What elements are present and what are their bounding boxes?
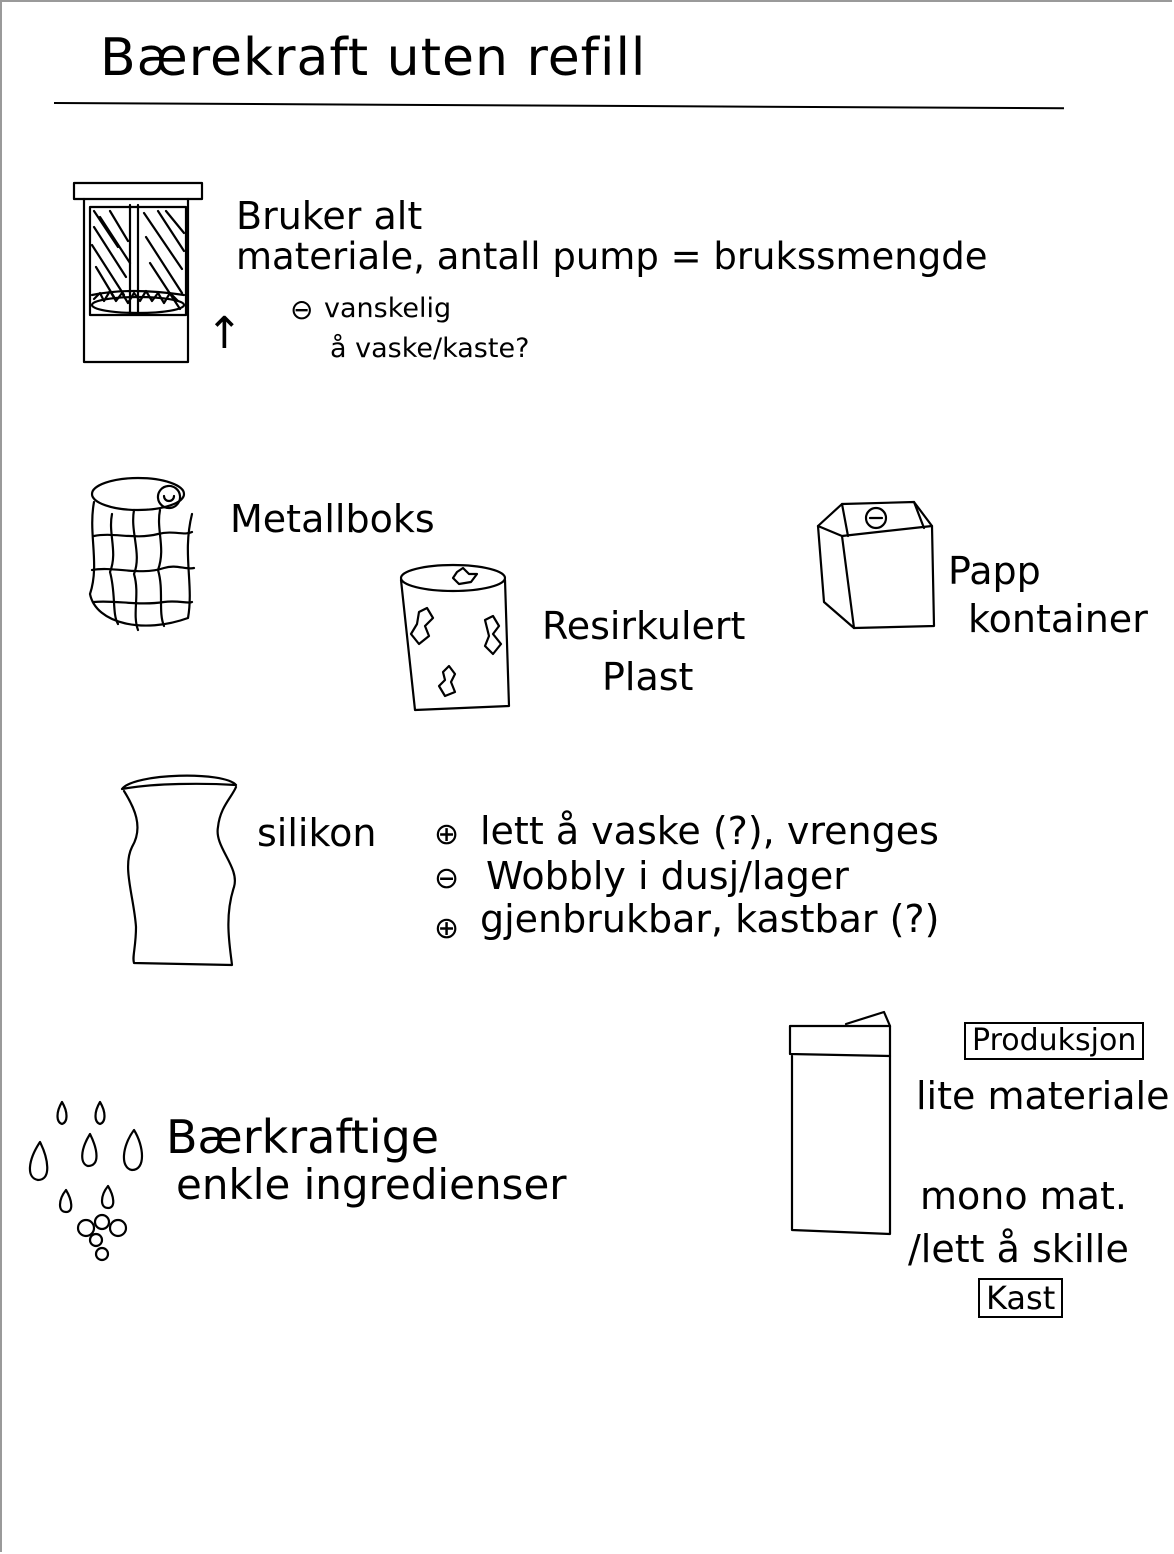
cardboard-line2: kontainer — [968, 597, 1148, 641]
metal-can-sketch — [84, 474, 204, 639]
pump-con-line2: å vaske/kaste? — [330, 333, 530, 364]
pump-container-sketch — [70, 177, 210, 372]
production-tag: Produksjon — [964, 1022, 1144, 1060]
pump-arrow: ↑ — [206, 308, 243, 359]
recycled-line2: Plast — [602, 655, 694, 699]
silicone-label: silikon — [257, 811, 377, 855]
ingredients-line1: Bærkraftige — [166, 1110, 440, 1164]
paper-tube-line3: /lett å skille — [908, 1227, 1129, 1271]
ingredients-line2: enkle ingredienser — [176, 1160, 567, 1209]
pump-text-line1: Bruker alt — [236, 194, 423, 238]
silicone-point2-text: Wobbly i dusj/lager — [486, 854, 849, 898]
paper-tube-sketch — [786, 1008, 896, 1243]
page-title: Bærekraft uten refill — [100, 28, 647, 88]
silicone-point1-symbol: ⊕ — [434, 817, 460, 852]
cardboard-line1: Papp — [948, 549, 1041, 593]
paper-tube-line1: lite materiale — [916, 1074, 1170, 1118]
cardboard-container-sketch — [814, 498, 944, 638]
pump-con-line1: vanskelig — [324, 293, 452, 324]
recycled-line1: Resirkulert — [542, 604, 746, 648]
recycled-plastic-sketch — [397, 562, 517, 717]
metal-label: Metallboks — [230, 497, 435, 541]
title-underline — [54, 102, 1064, 109]
pump-text-line2: materiale, antall pump = brukssmengde — [236, 235, 988, 278]
silicone-point1-text: lett å vaske (?), vrenges — [480, 809, 939, 853]
ingredient-drops-sketch — [22, 1094, 157, 1264]
silicone-point2-symbol: ⊖ — [434, 861, 460, 896]
silicone-point3-symbol: ⊕ — [434, 911, 460, 946]
silicone-bottle-sketch — [114, 767, 244, 972]
pump-con-symbol: ⊖ — [290, 293, 314, 326]
discard-tag: Kast — [978, 1278, 1063, 1318]
silicone-point3-text: gjenbrukbar, kastbar (?) — [480, 897, 940, 941]
paper-tube-line2: mono mat. — [920, 1174, 1127, 1218]
